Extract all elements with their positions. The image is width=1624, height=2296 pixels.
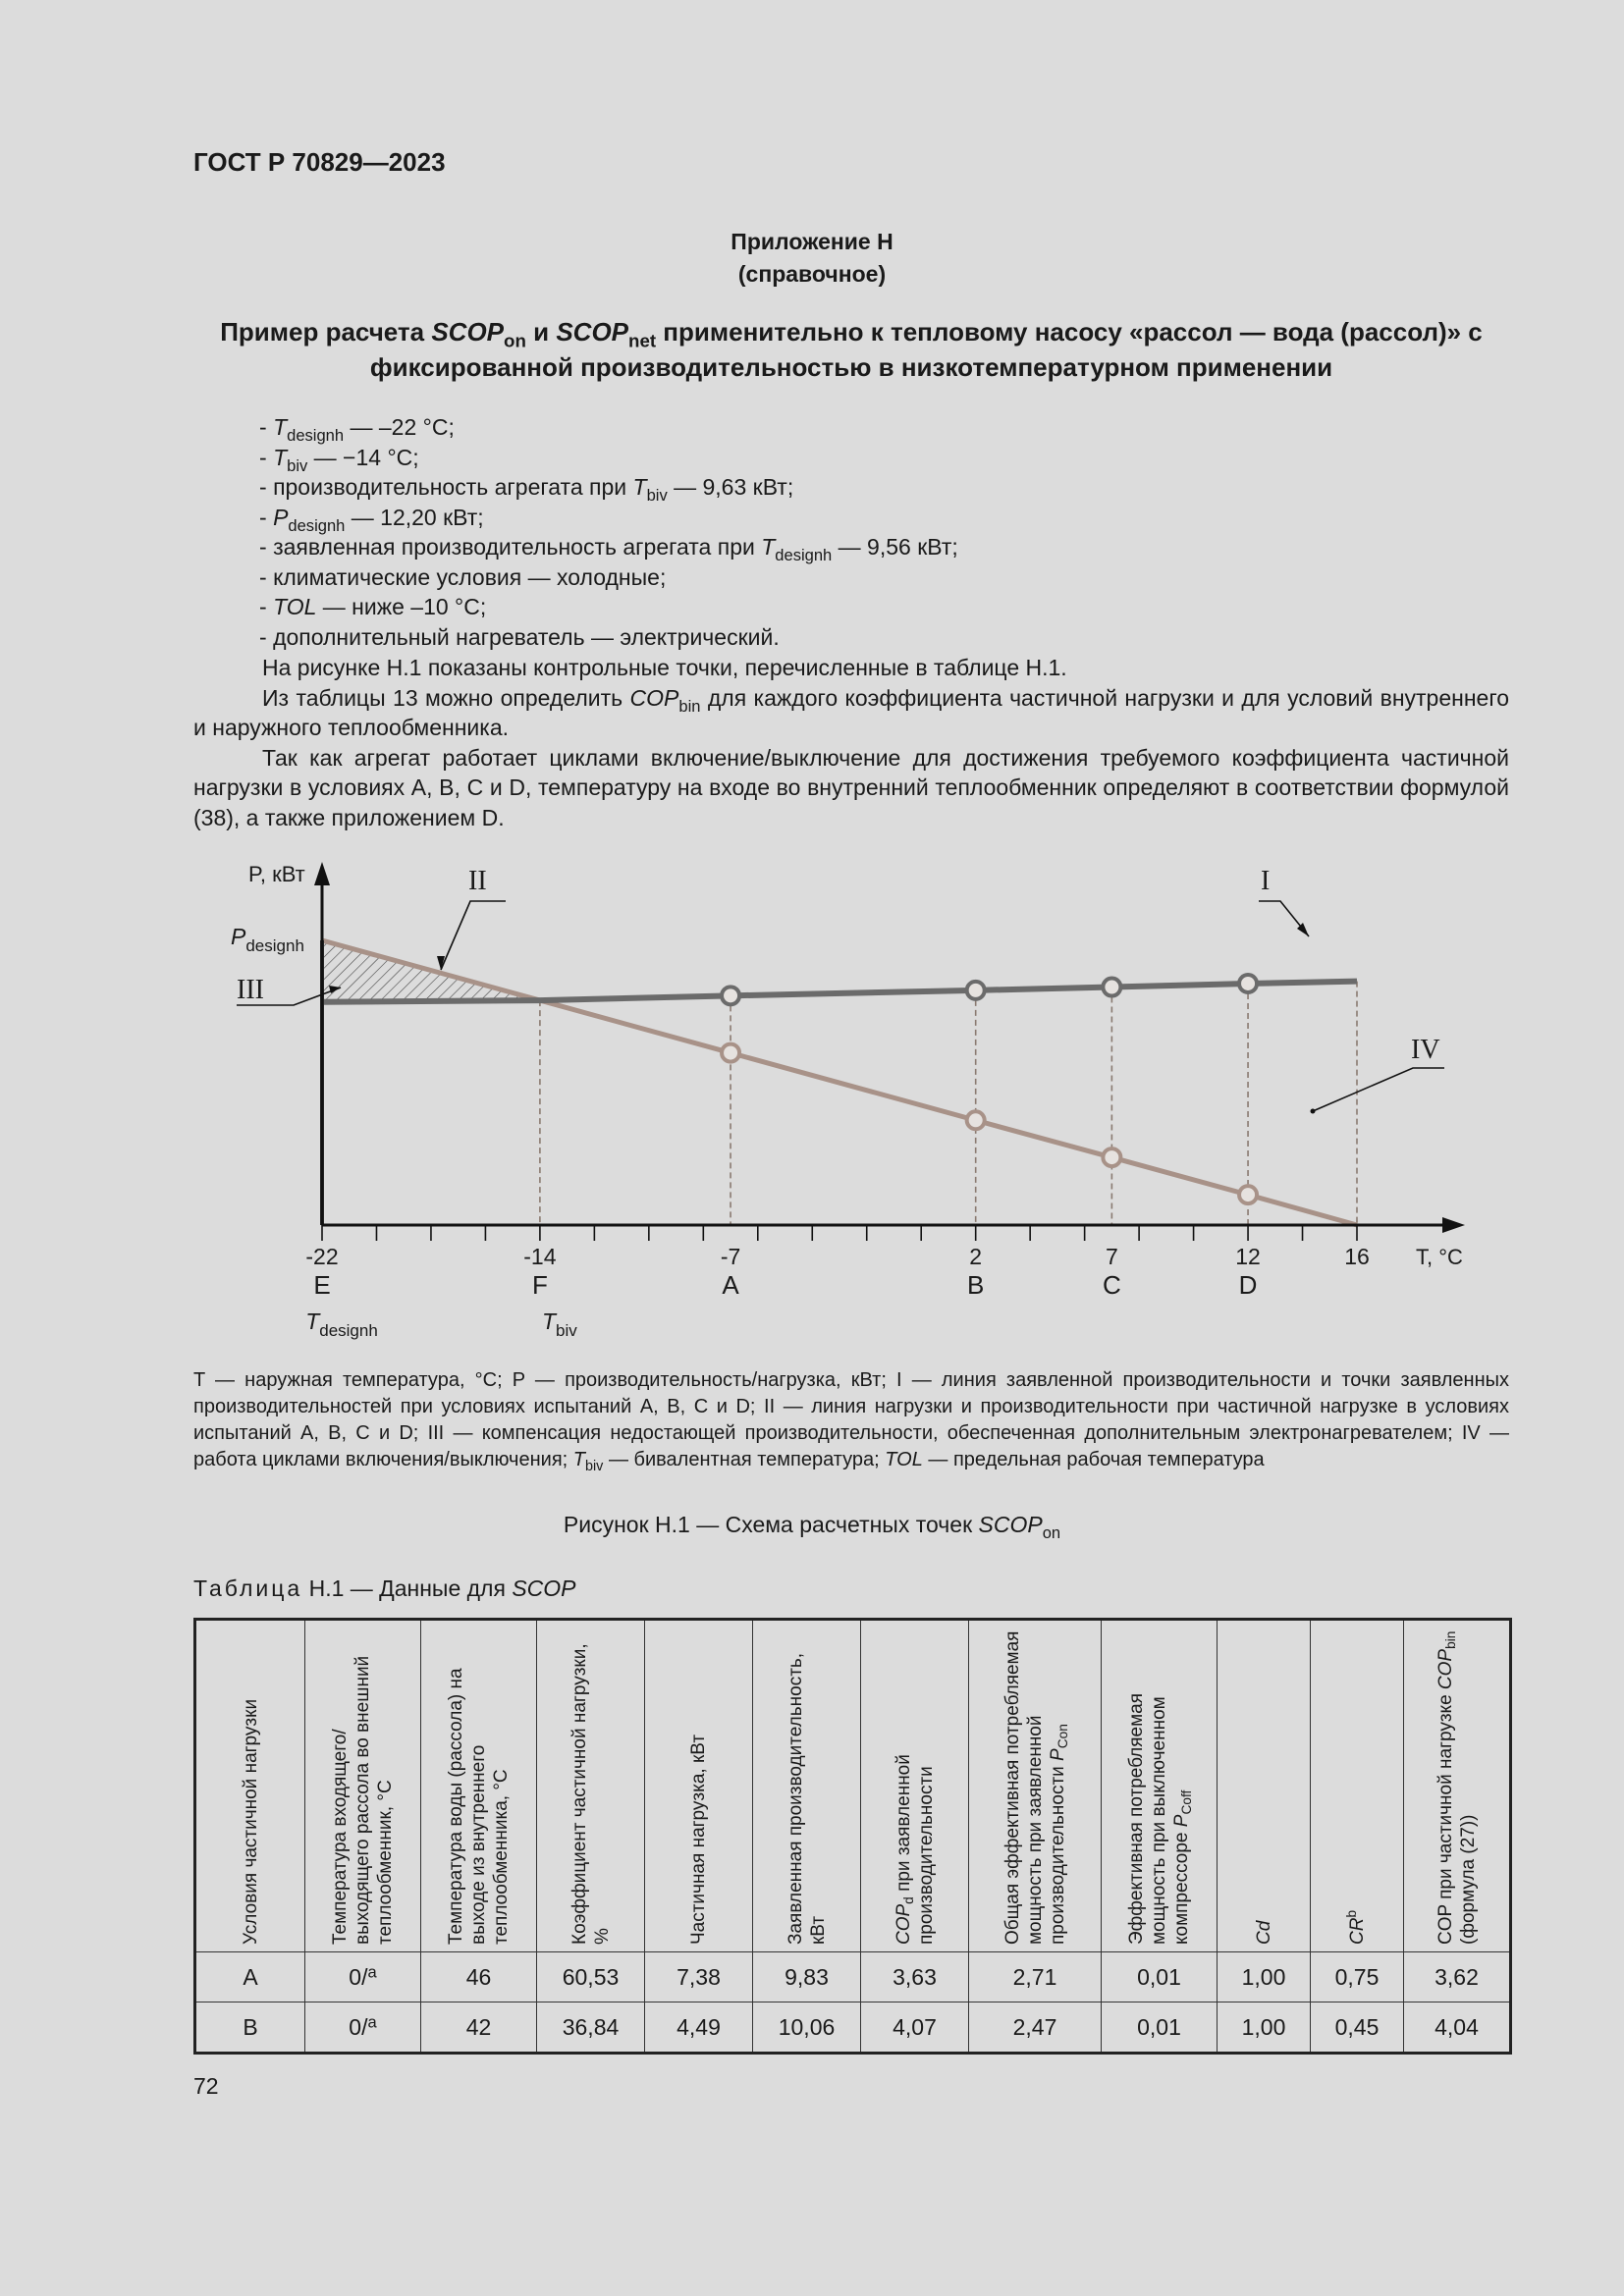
x-tick-label: -14 — [523, 1244, 557, 1269]
column-header: $CR^b$ — [1311, 1620, 1404, 1952]
marker-I — [1239, 975, 1257, 992]
annotation-leader — [441, 901, 506, 970]
table-cell: 42 — [421, 2002, 537, 2054]
list-item: - дополнительный нагреватель — электрический. — [259, 623, 780, 650]
paragraph: Так как агрегат работает циклами включение/выключение для достижения требуемого коэффициента частичной нагрузки в условиях A, B, C и D, температуру на входе во внутренний теплообменник определяют в соответствии формулой (38), а также приложением D. — [193, 744, 1509, 830]
table-cell: 0/$^a$ — [305, 1952, 421, 2002]
body-paragraphs — [193, 653, 1509, 832]
annex-title — [193, 314, 1509, 385]
annex-type: (справочное) — [737, 261, 887, 287]
annotation-label: I — [1261, 866, 1271, 896]
marker-II — [967, 1111, 985, 1129]
column-header: Коэффициент частичной нагрузки, % — [537, 1620, 645, 1952]
marker-II — [722, 1044, 739, 1062]
column-header: Заявленная производительность, кВт — [753, 1620, 861, 1952]
table-cell: 2,47 — [969, 2002, 1102, 2054]
column-header: Температура воды (рассола) на выходе из внутреннего теплообменника, °C — [421, 1620, 537, 1952]
column-header: Температура входящего/ выходящего рассола во внешний теплообменник, °C — [305, 1620, 421, 1952]
column-header: Частичная нагрузка, кВт — [645, 1620, 753, 1952]
table-cell: 0,01 — [1102, 1952, 1218, 2002]
marker-I — [1103, 979, 1120, 996]
title-text: Пример расчета — [220, 317, 432, 347]
title-and: и — [525, 317, 557, 347]
figure-caption: Рисунок Н.1 — Схема расчетных точек $SCOP_{on}$ — [563, 1512, 1061, 1542]
paragraph: На рисунке Н.1 показаны контрольные точки, перечисленные в таблице Н.1. — [262, 655, 1067, 680]
table-cell: 0/$^a$ — [305, 2002, 421, 2054]
table-cell: 0,01 — [1102, 2002, 1218, 2054]
table-cell: 4,04 — [1404, 2002, 1511, 2054]
marker-II — [1103, 1148, 1120, 1166]
x-point-letter: D — [1238, 1270, 1258, 1300]
table-cell: B — [195, 2002, 305, 2054]
x-tick-label: 12 — [1235, 1244, 1261, 1269]
parameter-list — [259, 412, 958, 652]
table-row — [195, 2002, 1511, 2054]
table-cell: A — [195, 1952, 305, 2002]
table-cell: 1,00 — [1218, 2002, 1311, 2054]
table-cell: 10,06 — [753, 2002, 861, 2054]
paragraph: Из таблицы 13 можно определить $COP_{bin}$ для каждого коэффициента частичной нагрузки и для условий внутреннего и наружного теплообменника. — [193, 684, 1510, 740]
column-header: Эффективная потребляемая мощность при выключенном компрессоре $P_{Coff}$ — [1102, 1620, 1218, 1952]
title-sub-on: on — [504, 330, 526, 351]
table-cell: 0,75 — [1311, 1952, 1404, 2002]
y-tick-label-pdesignh: $P_{designh}$ — [231, 924, 304, 955]
title-text-rest: применительно к тепловому насосу «рассол — вода (рассол)» с фиксированной производительностью в низкотемпературном применении — [369, 317, 1483, 382]
annex-label: Приложение Н — [731, 229, 893, 254]
table-header-row — [195, 1620, 1511, 1952]
table-cell: 60,53 — [537, 1952, 645, 2002]
x-tick-label: -7 — [720, 1244, 741, 1269]
list-item: - $T_{designh}$ — –22 °C; — [259, 414, 455, 445]
list-item: - $P_{designh}$ — 12,20 кВт; — [259, 504, 484, 535]
scop-chart — [193, 854, 1509, 1345]
table-cell: 4,07 — [861, 2002, 969, 2054]
list-item: - TOL — ниже –10 °C; — [259, 594, 487, 619]
x-axis-arrow — [1442, 1217, 1465, 1233]
table-cell: 3,62 — [1404, 1952, 1511, 2002]
annex-heading — [0, 226, 1624, 291]
column-header: Общая эффективная потребляемая мощность при заявленной производительности $P_{Con}$ — [969, 1620, 1102, 1952]
column-header: COP при частичной нагрузке $COP_{bin}$ (формула (27)) — [1404, 1620, 1511, 1952]
table-cell: 0,45 — [1311, 2002, 1404, 2054]
x-point-letter: C — [1102, 1270, 1121, 1300]
marker-I — [967, 982, 985, 999]
y-axis-label: P, кВт — [248, 862, 305, 886]
annotation-label: III — [237, 975, 264, 1005]
x-point-letter: F — [531, 1270, 548, 1300]
column-header: $COP_d$ при заявленной производительности — [861, 1620, 969, 1952]
x-tick-label: 16 — [1344, 1244, 1370, 1269]
marker-II — [1239, 1186, 1257, 1203]
table-cell: 4,49 — [645, 2002, 753, 2054]
annotation-leader — [1313, 1068, 1444, 1111]
scop-table — [193, 1618, 1512, 2055]
x-point-letter: B — [967, 1270, 985, 1300]
table-caption: Таблица Н.1 — Данные для SCOP — [193, 1575, 576, 1601]
annotation-dot — [1311, 1109, 1316, 1114]
table-cell: 7,38 — [645, 1952, 753, 2002]
x-tick-label: 7 — [1105, 1244, 1118, 1269]
marker-I — [722, 987, 739, 1004]
x-point-temp-label: $T_{biv}$ — [541, 1308, 577, 1340]
table-cell: 2,71 — [969, 1952, 1102, 2002]
table-cell: 3,63 — [861, 1952, 969, 2002]
table-row — [195, 1952, 1511, 2002]
x-tick-label: 2 — [969, 1244, 983, 1269]
table-cell: 36,84 — [537, 2002, 645, 2054]
x-point-letter: E — [313, 1270, 331, 1300]
figure-legend: T — наружная температура, °C; P — производительность/нагрузка, кВт; I — линия заявленной производительности и точки заявленных производительностей при условиях испытаний A, B, C и D; II — линия нагрузки и производительности при частичной нагрузке в условиях испытаний A, B, C и D; III — компенсация недостающей производительности, обеспеченная дополнительным электронагревателем; IV — работа циклами включения/выключения; $T_{biv}$ — бивалентная температура; TOL — предельная рабочая температура — [193, 1369, 1509, 1475]
list-item: - $T_{biv}$ — −14 °C; — [259, 444, 419, 475]
x-axis-label: T, °C — [1416, 1245, 1463, 1269]
list-item: - производительность агрегата при $T_{biv}$ — 9,63 кВт; — [259, 474, 794, 505]
title-sub-net: net — [628, 330, 657, 351]
column-header: Условия частичной нагрузки — [195, 1620, 305, 1952]
column-header: Cd — [1218, 1620, 1311, 1952]
annotation-label: II — [468, 866, 487, 896]
table-cell: 9,83 — [753, 1952, 861, 2002]
x-point-temp-label: $T_{designh}$ — [305, 1308, 378, 1340]
table-cell: 46 — [421, 1952, 537, 2002]
x-tick-label: -22 — [305, 1244, 339, 1269]
x-point-letter: A — [722, 1270, 739, 1300]
list-item: - заявленная производительность агрегата при $T_{designh}$ — 9,56 кВт; — [259, 534, 958, 564]
page-number: 72 — [193, 2073, 219, 2099]
y-axis-arrow — [314, 862, 330, 885]
title-scop: SCOP — [431, 317, 505, 347]
table-cell: 1,00 — [1218, 1952, 1311, 2002]
list-item: - климатические условия — холодные; — [259, 563, 667, 590]
title-scop-net: SCOP — [556, 317, 629, 347]
document-header: ГОСТ Р 70829—2023 — [193, 147, 446, 177]
annotation-label: IV — [1411, 1035, 1440, 1065]
